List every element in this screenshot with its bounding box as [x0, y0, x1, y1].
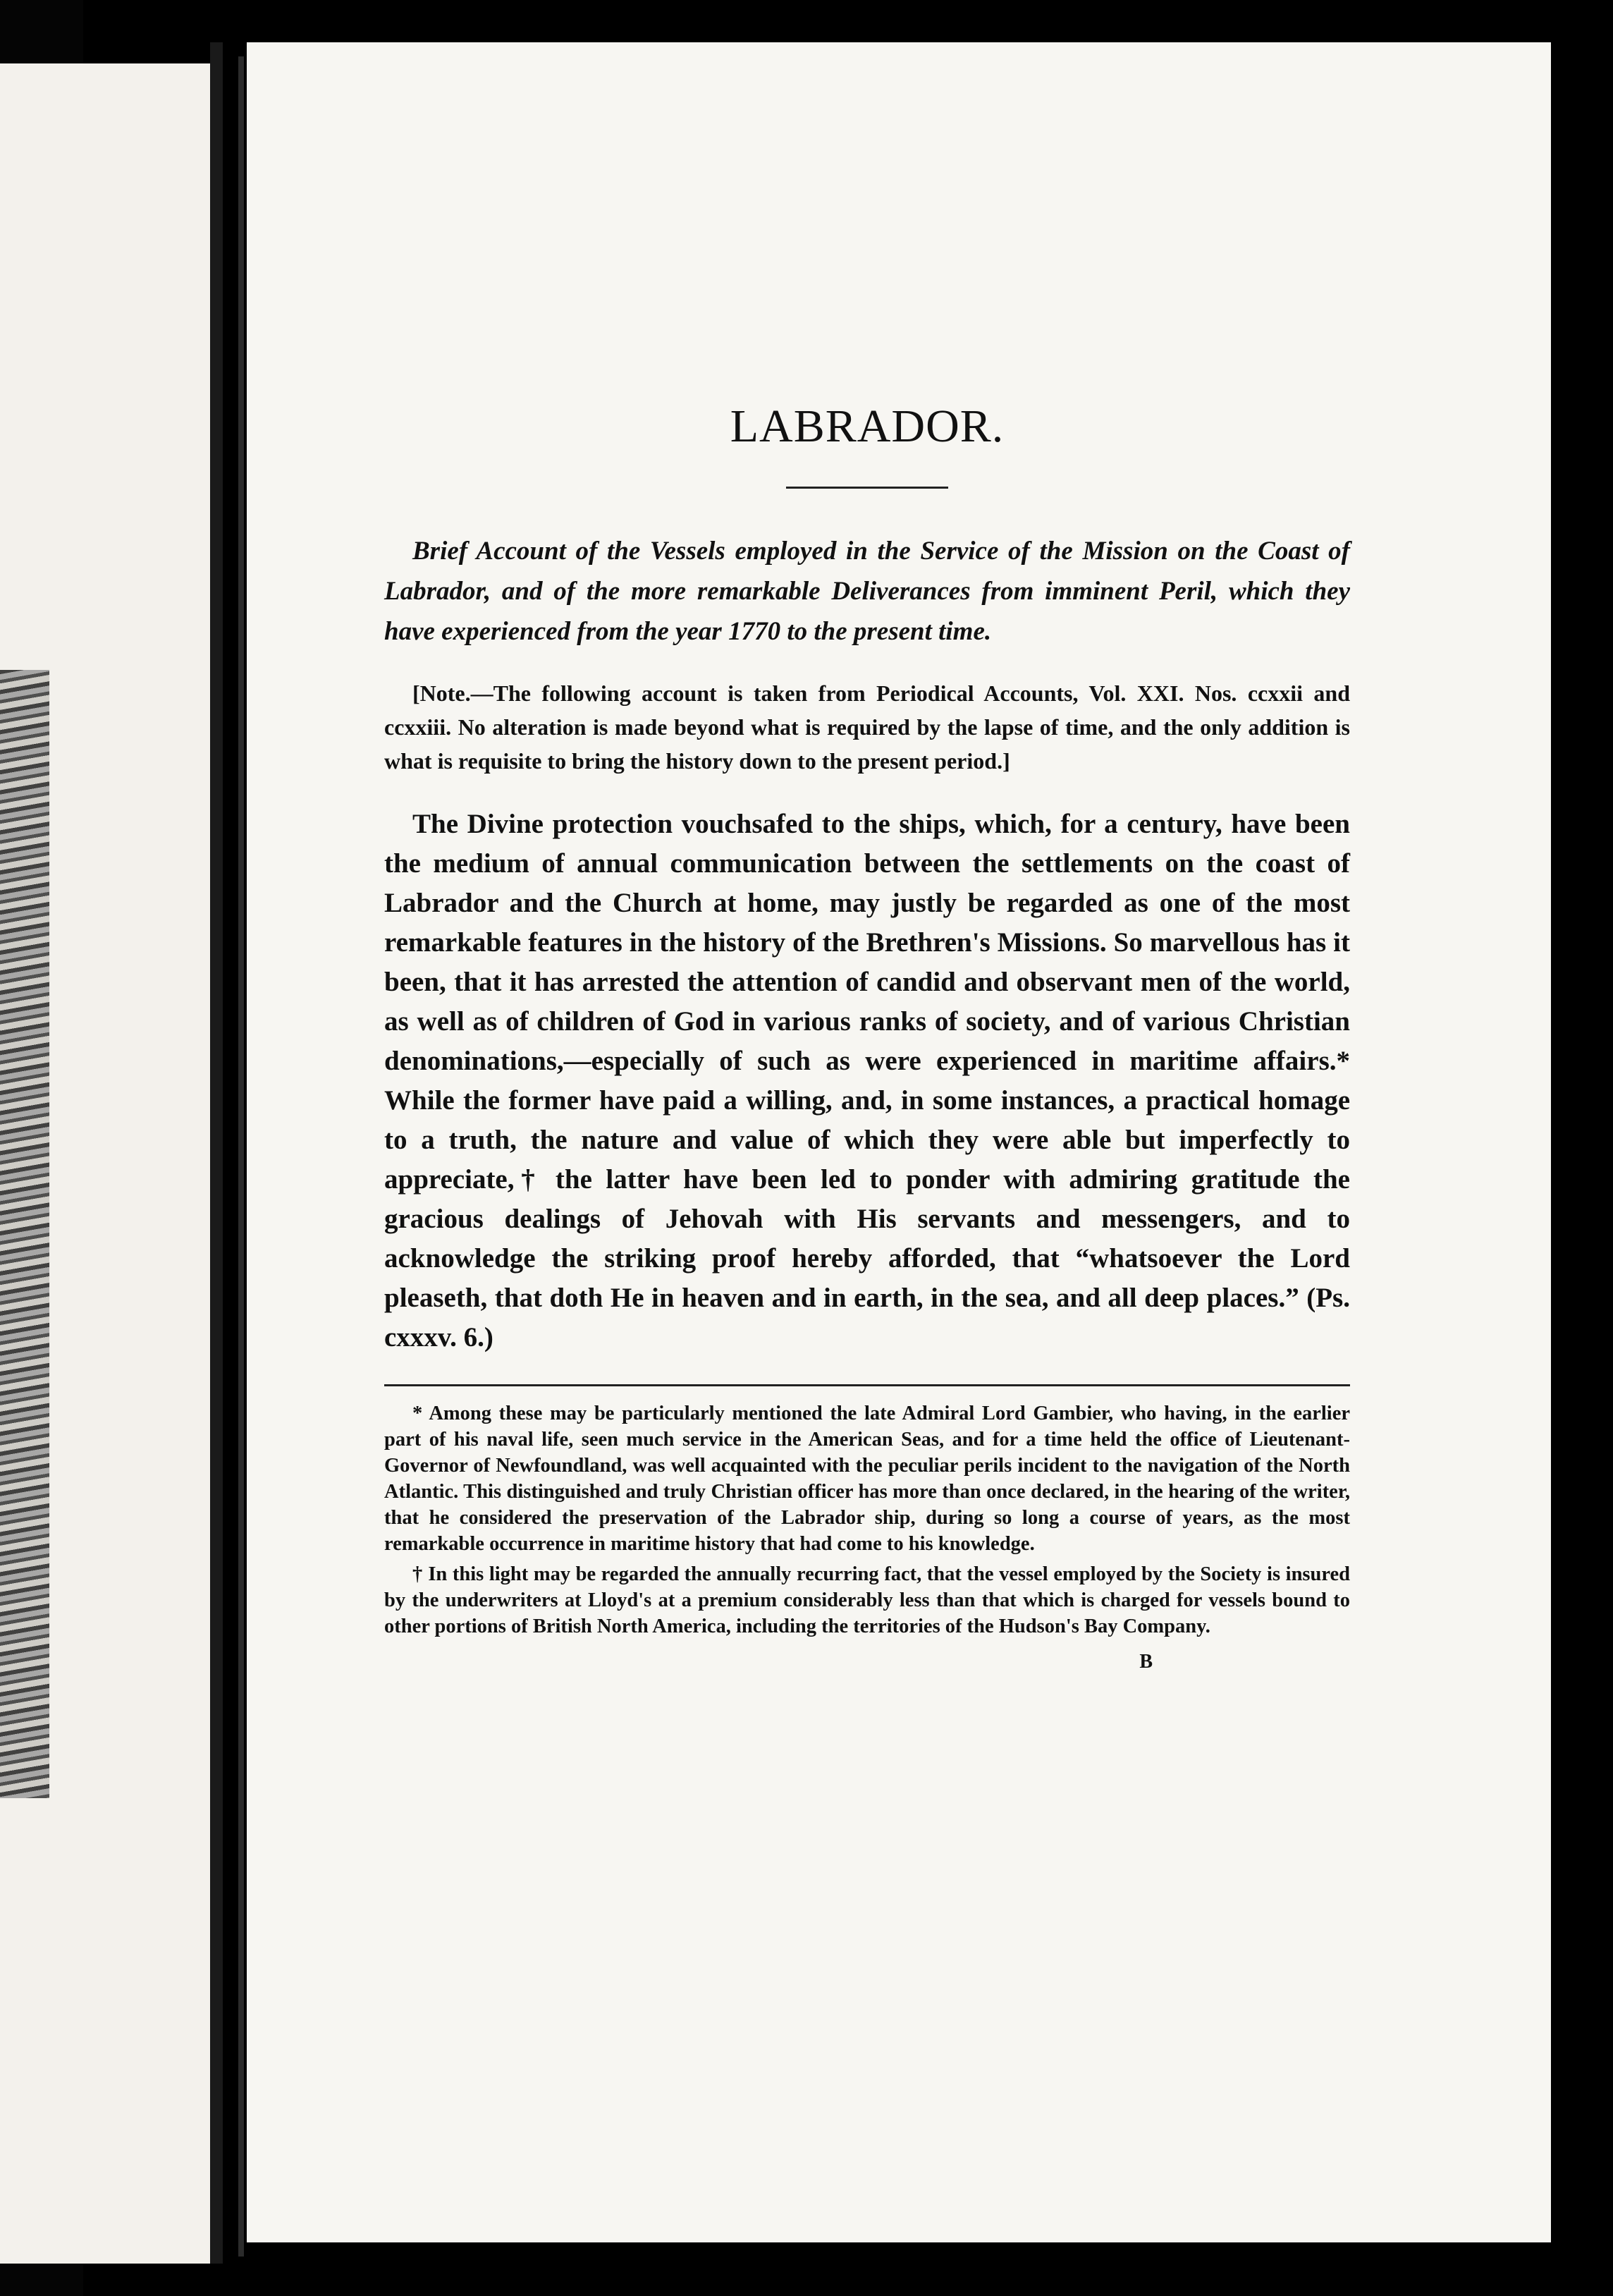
title-rule	[786, 487, 948, 489]
book-gutter	[210, 42, 223, 2264]
intro-paragraph: Brief Account of the Vessels employed in the Service of the Mission on the Coast of Labrador, and of the more remarkable Deliverances from imminent Peril, which they have experienced from the year 1770 to the present time.	[384, 537, 1350, 646]
text-column	[384, 395, 1350, 1673]
footnote-2: † In this light may be regarded the annually recurring fact, that the vessel employed by the Society is insured by the underwriters at Lloyd's at a premium considerably less than that which is charged for vessels bound to other portions of British North America, including the territories of the Hudson's Bay Company.	[384, 1563, 1350, 1637]
page-title: LABRADOR.	[730, 401, 1005, 452]
book-gutter-line	[238, 56, 244, 2257]
editorial-note: [Note.—The following account is taken from Periodical Accounts, Vol. XXI. Nos. ccxxii and ccxxiii. No alteration is made beyond what is required by the lapse of time, and the only addition is what is requisite to bring the history down to the present period.]	[384, 680, 1350, 774]
facing-page-illustration	[0, 670, 49, 1798]
footnote-1: * Among these may be particularly mentioned the late Admiral Lord Gambier, who having, in the earlier part of his naval life, seen much service in the American Seas, and for a time held the office of Lieutenant-Governor of Newfoundland, was well acquainted with the peculiar perils incident to the navigation of the North Atlantic. This distinguished and truly Christian officer has more than once declared, in the hearing of the writer, that he considered the preservation of the Labrador ship, during so long a course of years, as the most remarkable occurrence in maritime history that had come to his knowledge.	[384, 1403, 1350, 1555]
facing-page-edge	[0, 63, 214, 2264]
footnote-rule	[384, 1384, 1350, 1386]
body-paragraph: The Divine protection vouchsafed to the ships, which, for a century, have been the medium of annual communication between the settlements on the coast of Labrador and the Church at home, may justly be regarded as one of the most remarkable features in the history of the Brethren's Missions. So marvellous has it been, that it has arrested the attention of candid and observant men of the world, as well as of children of God in various ranks of society, and of various Christian denominations,—especially of such as were experienced in maritime affairs.* While the former have paid a willing, and, in some instances, a practical homage to a truth, the nature and value of which they were able but imperfectly to appreciate,† the latter have been led to ponder with admiring gratitude the gracious dealings of Jehovah with His servants and messengers, and to acknowledge the striking proof hereby afforded, that “whatsoever the Lord pleaseth, that doth He in heaven and in earth, in the sea, and all deep places.” (Ps. cxxxv. 6.)	[384, 809, 1350, 1352]
signature-mark: B	[1139, 1651, 1153, 1673]
